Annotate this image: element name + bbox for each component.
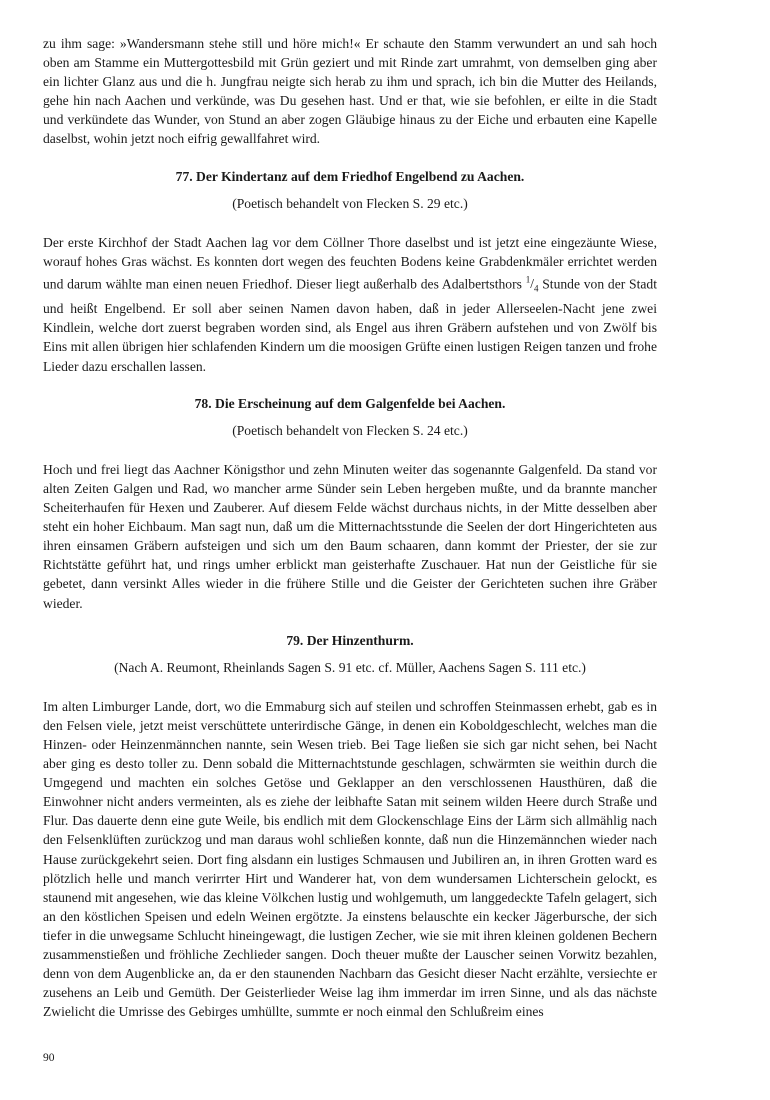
section-source-79: (Nach A. Reumont, Rheinlands Sagen S. 91 etc. cf. Müller, Aachens Sagen S. 111 etc.): [114, 659, 586, 675]
page-number: 90: [43, 1052, 55, 1064]
section-text-77-part2: Stunde von der Stadt und heißt Engelbend. Er soll aber seinen Namen davon haben, daß in jeder Allerseelen-Nacht jene zwei Kindlein, welche dort zuerst begraben worden sind, als Engel aus ihren Gräbern aufstehen und von Zwölf bis Eins mit allen übrigen hier schlafenden Kindern um die moosigen Grüfte einen lustigen Reigen tanzen und frohe Lieder dazu erschallen lassen.: [43, 276, 657, 374]
section-source-77: (Poetisch behandelt von Flecken S. 29 etc.): [232, 195, 468, 211]
fraction-numerator: 1: [525, 274, 531, 285]
section-text-79: Im alten Limburger Lande, dort, wo die Emmaburg sich auf steilen und schroffen Steinmassen erhebt, gab es in den Felsen viele, jetzt meist verschüttete unterirdische Gänge, in denen ein Koboldgeschlecht, welches man die Hinzen- oder Heinzenmännchen nannte, sein Wesen trieb. Bei Tage ließen sie sich gar nicht sehen, bei Nacht aber ging es desto toller zu. Denn sobald die Mitternachtstunde geschlagen, schwärmten sie weithin durch die Umgegend und machten ein solches Getöse und Geklapper an den verschlossenen Hausthüren, daß die Einwohner nicht anders vermeinten, als es ziehe der leibhafte Satan mit seinem wilden Heere durch Straße und Flur. Das dauerte denn eine gute Weile, bis endlich mit dem Glockenschlage Eins der Lärm sich allmählig nach den Felsenklüften zurückzog und man daraus wohl schließen konnte, daß nun die Hinzemännchen wieder nach Hause zurückgekehrt seien. Dort fing alsdann ein lustiges Schmausen und Jubiliren an, in ihren Grotten ward es plötzlich helle und manch verirrter Hirt und Wanderer hat, von dem wundersamen Lichterschein gelockt, es staunend mit angesehen, wie das kleine Völkchen lustig und wohlgemuth, um langgedeckte Tafeln gelagert, sich an den köstlichen Speisen und edeln Weinen ergötzte. Ja einstens belauschte ein kecker Jägerbursche, der sich tiefer in die unwegsame Schlucht hineingewagt, die lustigen Zecher, wie sie mit ihren kleinen goldenen Bechern zusammenstießen und fröhliche Zechlieder sangen. Doch theuer mußte der Lauscher seinen Vorwitz bezahlen, denn von dem Augenblicke an, da er den staunenden Nachbarn das Gesicht dieser Nacht erzählte, versiechte er zusehens an Leib und Gemüth. Der Geisterlieder Weise lag ihm immerdar im irren Sinne, und als das nächste Zwielicht die Umrisse des Gebirges umhüllte, summte er noch einmal den Schlußreim eines: [43, 698, 657, 1020]
fraction-quarter: $^1/_4$: [525, 274, 539, 295]
fraction-denominator: 4: [533, 284, 539, 295]
opening-paragraph: zu ihm sage: »Wandersmann stehe still und höre mich!« Er schaute den Stamm verwundert an und sah hoch oben am Stamme ein Muttergottesbild mit Grün geziert und mit Rinde zart umrahmt, von demselben ging aber ein lichter Glanz aus und die h. Jungfrau neigte sich herab zu ihm und sprach, ich bin die Mutter des Heilands, gehe hin nach Aachen und verkünde, was Du gesehen hast. Und er that, wie sie befohlen, er eilte in die Stadt und verkündete das Wunder, von Stund an aber zogen Gläubige hinaus zu der Eiche und erbauten eine Kapelle daselbst, wohin jetzt noch eifrig gewallfahret wird.: [43, 36, 657, 147]
section-text-77-part1: Der erste Kirchhof der Stadt Aachen lag vor dem Cöllner Thore daselbst und ist jetzt eine eingezäunte Wiese, worauf hohes Gras wächst. Es konnten dort wegen des feuchten Bodens keine Grabdenkmäler errichtet werden und darum wählte man einen neuen Friedhof. Dieser liegt außerhalb des Adalbertsthors: [43, 234, 657, 292]
section-title-77: 77. Der Kindertanz auf dem Friedhof Engelbend zu Aachen.: [175, 168, 525, 184]
section-source-78: (Poetisch behandelt von Flecken S. 24 etc.): [232, 422, 468, 438]
section-text-78: Hoch und frei liegt das Aachner Königsthor und zehn Minuten weiter das sogenannte Galgenfeld. Da stand vor alten Zeiten Galgen und Rad, wo mancher arme Sünder sein Leben hergeben mußte, und da brannte mancher Scheiterhaufen für Hexen und Zauberer. Auf diesem Felde wächst durchaus nichts, in der Mitte desselben aber steht ein hoher Eichbaum. Man sagt nun, daß um die Mitternachtsstunde die Seelen der dort Hingerichteten aus ihren einsamen Gräbern aufsteigen und sich um den Baum schaaren, dann kommt der Priester, der sie zur Richtstätte geführt hat, und rings umher erblickt man geisterhafte Zuschauer. Hat nun der Geistliche für sie gebetet, dann versinkt Alles wieder in die frühere Stille und die Geister der Gerichteten suchen ihre Gräber wieder.: [43, 461, 657, 611]
section-title-78: 78. Die Erscheinung auf dem Galgenfelde bei Aachen.: [194, 395, 506, 411]
section-title-79: 79. Der Hinzenthurm.: [286, 632, 414, 648]
page-body: [43, 34, 657, 1021]
section-text-77: [43, 233, 657, 376]
